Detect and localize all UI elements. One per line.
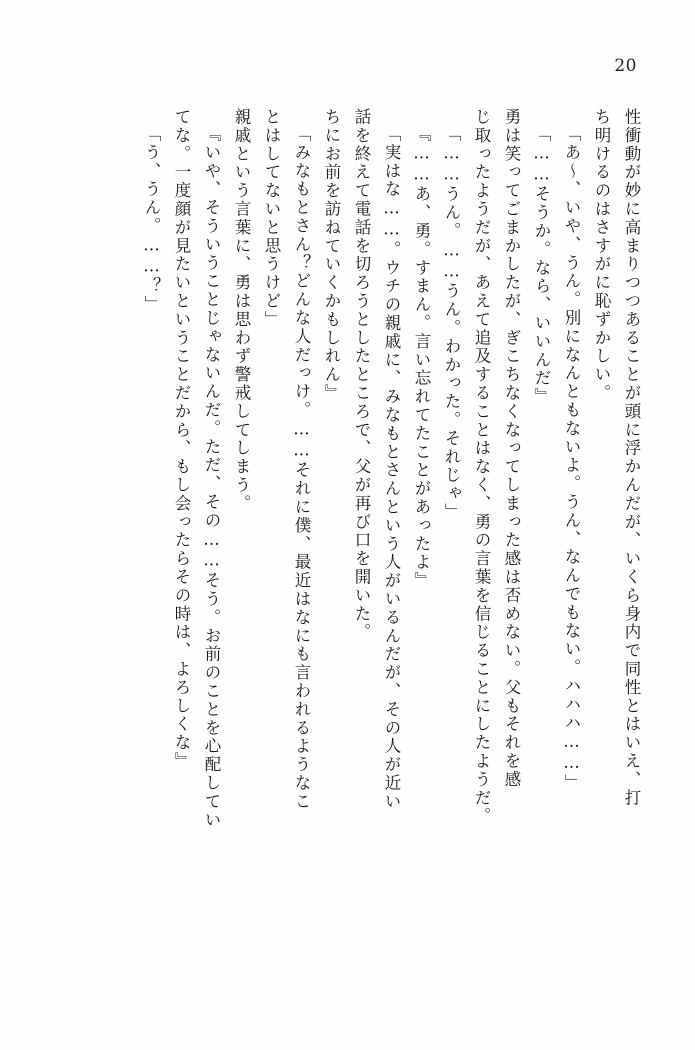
- page-number: 20: [614, 56, 637, 76]
- text-line: 『いや、そういうことじゃないんだ。ただ、その……そう。お前のことを心配してい: [202, 125, 221, 830]
- text-line: ちにお前を訪ねていくかもしれん』: [322, 108, 341, 403]
- text-line: 「実はな……。ウチの親戚に、みなもとさんという人がいるんだが、その人が近い: [382, 125, 401, 811]
- text-line: 「う、うん。……？」: [142, 125, 161, 314]
- text-line: とはしてないと思うけど」: [262, 108, 281, 329]
- text-line: 『……あ、勇。すまん。言い忘れてたことがあったよ』: [412, 125, 431, 590]
- text-line: 親戚という言葉に、勇は思わず警戒してしまう。: [232, 108, 251, 513]
- text-line: ち明けるのはさすがに恥ずかしい。: [592, 108, 611, 403]
- text-line: 勇は笑ってごまかしたが、ぎこちなくなってしまった感は否めない。父もそれを感: [502, 108, 521, 789]
- text-line: 「あ〜、いや、うん。別になんともないよ。うん、なんでもない。ハハハ……」: [562, 125, 581, 793]
- vertical-text-body: [60, 108, 639, 938]
- text-line: 話を終えて電話を切ろうとしたところで、父が再び口を開いた。: [352, 108, 371, 642]
- text-line: 「……うん。……うん。わかった。それじゃ」: [442, 125, 461, 522]
- text-line: じ取ったようだが、あえて追及することはなく、勇の言葉を信じることにしたようだ。: [472, 108, 491, 826]
- text-line: 性衝動が妙に高まりつつあることが頭に浮かんだが、いくら身内で同性とはいえ、打: [622, 108, 641, 808]
- text-line: 「……そうか。なら、いいんだ』: [532, 125, 551, 406]
- text-line: 「みなもとさん？どんな人だっけ。……それに僕、最近はなにも言われるようなこ: [292, 125, 311, 811]
- text-line: てな。一度顔が見たいということだから、もし会ったらその時は、よろしくな』: [172, 108, 191, 771]
